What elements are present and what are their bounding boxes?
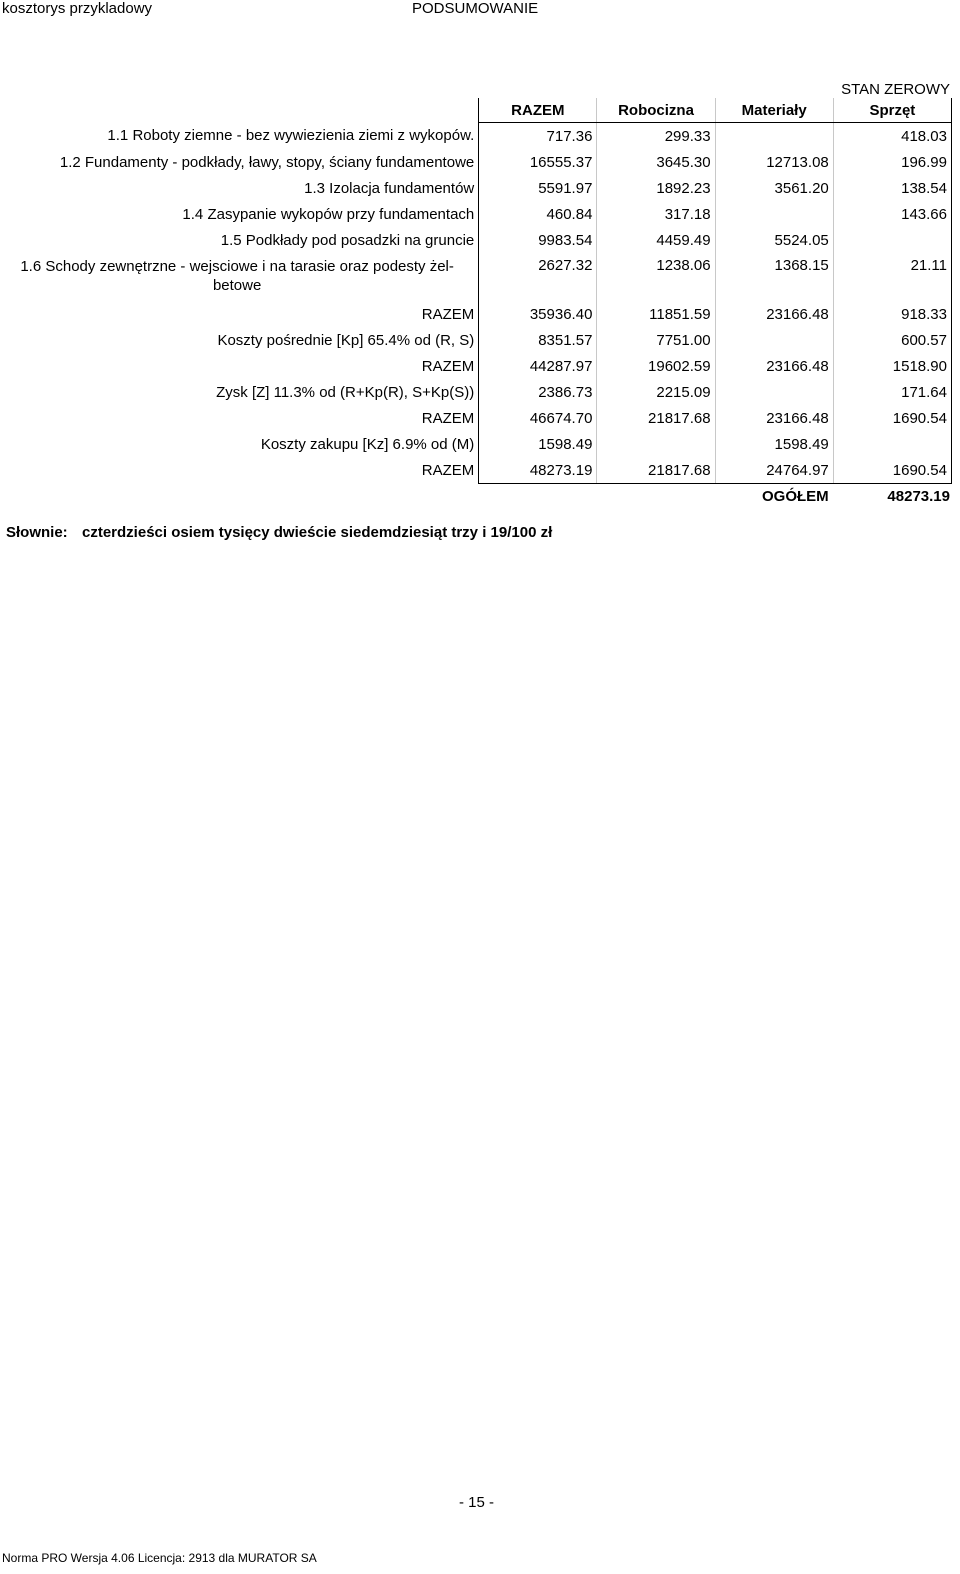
cell-robocizna: 4459.49 <box>597 227 715 253</box>
row-label: 1.4 Zasypanie wykopów przy fundamentach <box>182 205 475 223</box>
cell-razem: 35936.40 <box>479 301 597 327</box>
cell-razem: 46674.70 <box>479 405 597 431</box>
cell-materialy <box>715 379 833 405</box>
row-label: 1.3 Izolacja fundamentów <box>304 179 475 197</box>
cell-materialy: 23166.48 <box>715 353 833 379</box>
row-label: RAZEM <box>421 461 475 479</box>
grand-total-value: 48273.19 <box>887 488 950 505</box>
cell-sprzet <box>833 227 951 253</box>
cell-robocizna: 317.18 <box>597 201 715 227</box>
cell-sprzet: 1518.90 <box>833 353 951 379</box>
cell-materialy: 3561.20 <box>715 175 833 201</box>
amount-in-words-value: czterdzieści osiem tysięcy dwieście siedemdziesiąt trzy i 19/100 zł <box>82 524 553 541</box>
table-row <box>0 457 952 484</box>
table-row <box>0 301 952 327</box>
cell-materialy: 23166.48 <box>715 301 833 327</box>
column-header-sprzet: Sprzęt <box>833 98 951 123</box>
cell-razem: 16555.37 <box>479 149 597 175</box>
row-label: Koszty zakupu [Kz] 6.9% od (M) <box>260 435 475 453</box>
cell-robocizna: 1892.23 <box>597 175 715 201</box>
cell-materialy <box>715 201 833 227</box>
cell-sprzet: 196.99 <box>833 149 951 175</box>
project-name: kosztorys przykladowy <box>2 0 153 17</box>
row-label: RAZEM <box>421 409 475 427</box>
cell-razem: 9983.54 <box>479 227 597 253</box>
cell-sprzet: 1690.54 <box>833 457 951 484</box>
table-row <box>0 123 952 150</box>
cell-sprzet: 138.54 <box>833 175 951 201</box>
cell-materialy <box>715 123 833 150</box>
cell-robocizna: 21817.68 <box>597 457 715 484</box>
label-column-header <box>0 98 479 123</box>
table-header-row <box>0 98 952 123</box>
cell-materialy: 23166.48 <box>715 405 833 431</box>
cell-robocizna: 2215.09 <box>597 379 715 405</box>
cell-robocizna: 21817.68 <box>597 405 715 431</box>
cell-razem: 48273.19 <box>479 457 597 484</box>
row-label: 1.5 Podkłady pod posadzki na gruncie <box>220 231 475 249</box>
cell-sprzet: 143.66 <box>833 201 951 227</box>
cell-robocizna: 11851.59 <box>597 301 715 327</box>
cell-materialy: 1368.15 <box>715 253 833 301</box>
cell-sprzet: 1690.54 <box>833 405 951 431</box>
cell-materialy: 5524.05 <box>715 227 833 253</box>
cell-razem: 1598.49 <box>479 431 597 457</box>
cell-razem: 717.36 <box>479 123 597 150</box>
cell-materialy <box>715 327 833 353</box>
row-label: 1.1 Roboty ziemne - bez wywiezienia ziemi z wykopów. <box>107 127 475 145</box>
cell-robocizna: 19602.59 <box>597 353 715 379</box>
column-header-materialy: Materiały <box>715 98 833 123</box>
table-row <box>0 175 952 201</box>
cell-materialy: 1598.49 <box>715 431 833 457</box>
cell-razem: 8351.57 <box>479 327 597 353</box>
cell-robocizna: 1238.06 <box>597 253 715 301</box>
page-number: - 15 - <box>459 1494 495 1511</box>
table-row <box>0 405 952 431</box>
summary-table <box>0 98 952 484</box>
table-row <box>0 327 952 353</box>
table-row <box>0 431 952 457</box>
cell-robocizna: 299.33 <box>597 123 715 150</box>
section-header: PODSUMOWANIE <box>412 0 539 17</box>
column-header-razem: RAZEM <box>479 98 597 123</box>
table-row <box>0 353 952 379</box>
column-header-robocizna: Robocizna <box>597 98 715 123</box>
cell-robocizna: 7751.00 <box>597 327 715 353</box>
cell-robocizna: 3645.30 <box>597 149 715 175</box>
cell-razem: 44287.97 <box>479 353 597 379</box>
cell-materialy: 24764.97 <box>715 457 833 484</box>
cell-sprzet: 918.33 <box>833 301 951 327</box>
cell-sprzet: 600.57 <box>833 327 951 353</box>
cell-robocizna <box>597 431 715 457</box>
cell-sprzet: 171.64 <box>833 379 951 405</box>
table-row <box>0 379 952 405</box>
cell-sprzet <box>833 431 951 457</box>
cell-razem: 2627.32 <box>479 253 597 301</box>
amount-in-words-label: Słownie: <box>6 524 68 541</box>
row-label: Koszty pośrednie [Kp] 65.4% od (R, S) <box>217 331 475 349</box>
cell-sprzet: 418.03 <box>833 123 951 150</box>
footer-license: Norma PRO Wersja 4.06 Licencja: 2913 dla MURATOR SA <box>2 1551 317 1565</box>
row-label: RAZEM <box>421 305 475 323</box>
row-label: 1.6 Schody zewnętrzne - wejsciowe i na tarasie oraz podesty żel-betowe <box>20 258 454 294</box>
table-row <box>0 227 952 253</box>
table-row <box>0 201 952 227</box>
cell-razem: 2386.73 <box>479 379 597 405</box>
row-label: Zysk [Z] 11.3% od (R+Kp(R), S+Kp(S)) <box>216 383 475 401</box>
cell-razem: 5591.97 <box>479 175 597 201</box>
cell-razem: 460.84 <box>479 201 597 227</box>
cell-sprzet: 21.11 <box>833 253 951 301</box>
table-row <box>0 149 952 175</box>
row-label: 1.2 Fundamenty - podkłady, ławy, stopy, ściany fundamentowe <box>59 153 475 171</box>
table-body <box>0 123 952 484</box>
row-label: RAZEM <box>421 357 475 375</box>
table-row <box>0 253 952 301</box>
section-title: STAN ZEROWY <box>841 81 950 98</box>
cell-materialy: 12713.08 <box>715 149 833 175</box>
grand-total-label: OGÓŁEM <box>762 488 829 505</box>
